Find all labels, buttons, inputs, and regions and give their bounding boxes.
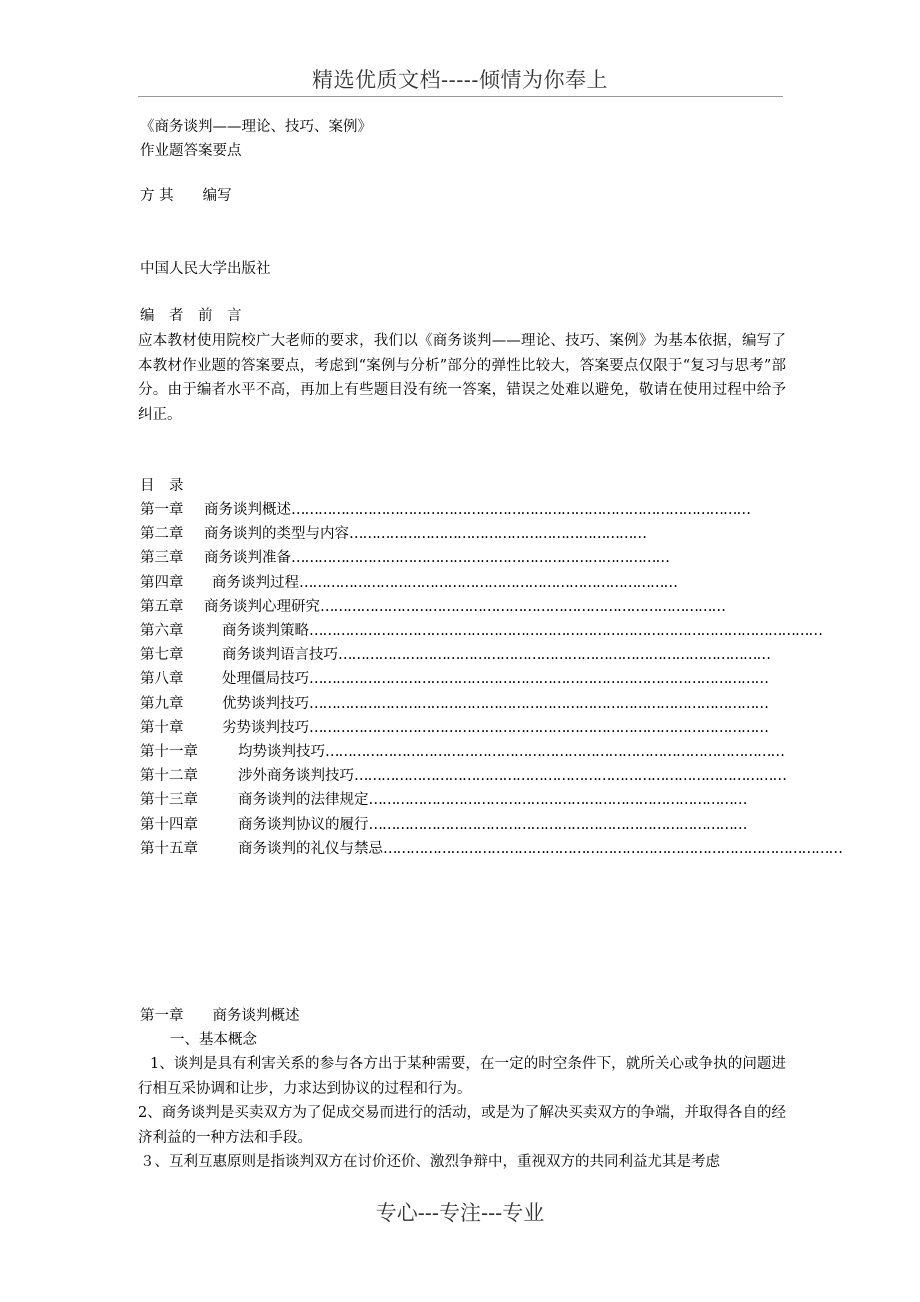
toc-item [140,500,750,520]
toc-item [140,766,786,786]
toc-leader-dots: ……………………………………………………………………………… [320,598,725,615]
toc-chapter-title: 商务谈判的类型与内容………………………………………………………… [204,526,646,543]
toc-item [140,694,768,714]
toc-leader-dots: ………………………………………………………………………… [368,816,747,833]
toc-chapter-number: 第十二章 [140,768,198,785]
toc-item [140,597,725,617]
toc-chapter-title: 商务谈判心理研究……………………………………………………………………………… [204,598,725,615]
toc-chapter-number: 第十章 [140,719,184,736]
book-title: 《商务谈判——理论、技巧、案例》 [140,119,372,135]
toc-chapter-title: 商务谈判语言技巧…………………………………………………………………………………… [222,647,770,664]
toc-item [140,548,669,568]
toc-leader-dots: ………………………………………………………………………………………… [291,502,750,518]
toc-leader-dots: ………………………………………………………………………………………… [309,695,768,712]
toc-leader-dots: ………………………………………………………………………………………… [383,840,842,857]
toc-item [140,645,770,665]
toc-item [140,573,677,593]
preface-body: 应本教材使用院校广大老师的要求，我们以《商务谈判——理论、技巧、案例》为基本依据，编写了本教材作业题的答案要点，考虑到“案例与分析”部分的弹性比较大，答案要点仅限于“复习与思考”部分。由于编者水平不高，再加上有些题目没有统一答案，错误之处难以避免，敬请在使用过程中给予纠正。 [138,333,786,423]
toc-chapter-number: 第二章 [140,526,184,543]
toc-chapter-number: 第五章 [140,598,184,615]
toc-chapter-title: 商务谈判概述………………………………………………………………………………………… [204,502,750,518]
toc-chapter-number: 第九章 [140,695,184,712]
toc-leader-dots: ………………………………………………………………………………………… [309,719,768,736]
toc-chapter-title: 商务谈判策略…………………………………………………………………………………………………… [222,623,822,639]
toc-chapter-number: 第十四章 [140,816,198,833]
toc-chapter-title: 商务谈判的法律规定………………………………………………………………………… [238,792,747,809]
page-footer: 专心---专注---专业 [375,1201,545,1225]
toc-leader-dots: ………………………………………………………………………… [299,574,677,591]
toc-chapter-number: 第四章 [140,574,184,591]
preface-heading: 编 者 前 言 [140,308,242,324]
toc-chapter-title: 优势谈判技巧………………………………………………………………………………………… [222,695,768,712]
toc-chapter-title: 均势谈判技巧………………………………………………………………………………………… [238,744,784,760]
toc-chapter-number: 第一章 [140,502,184,518]
toc-item [140,790,747,810]
toc-chapter-title: 处理僵局技巧………………………………………………………………………………………… [222,671,768,688]
toc-leader-dots: …………………………………………………………………………………………………… [309,623,822,639]
toc-chapter-number: 第八章 [140,671,184,688]
toc-chapter-title: 商务谈判协议的履行………………………………………………………………………… [238,816,747,833]
publisher: 中国人民大学出版社 [140,261,271,277]
toc-chapter-number: 第十五章 [140,840,198,857]
toc-chapter-number: 第六章 [140,623,184,639]
toc-chapter-title: 商务谈判过程………………………………………………………………………… [212,574,677,591]
toc-leader-dots: ………………………………………………………… [349,526,646,543]
toc-chapter-title: 商务谈判的礼仪与禁忌………………………………………………………………………………………… [238,840,842,857]
toc-chapter-number: 第七章 [140,647,184,664]
toc-item [140,621,822,641]
toc-item [140,742,784,762]
toc-chapter-number: 第三章 [140,550,184,567]
chapter1-paragraph-2: 2、商务谈判是买卖双方为了促成交易而进行的活动，或是为了解决买卖双方的争端，并取得各自的经济利益的一种方法和手段。 [138,1105,786,1146]
toc-chapter-number: 第十三章 [140,792,198,809]
document-subtitle: 作业题答案要点 [140,143,242,159]
toc-chapter-title: 商务谈判准备………………………………………………………………………… [204,550,669,567]
toc-leader-dots: ………………………………………………………………………………………… [325,744,784,760]
toc-heading: 目 录 [140,478,184,494]
toc-item [140,839,842,859]
toc-leader-dots: ………………………………………………………………………… [291,550,669,567]
chapter1-paragraph-3: ３、互利互惠原则是指谈判双方在讨价还价、激烈争辩中，重视双方的共同利益尤其是考虑 [140,1154,720,1170]
toc-leader-dots: ………………………………………………………………………… [368,792,747,809]
toc-item [140,815,747,835]
author-line: 方 其 编写 [140,188,232,204]
toc-item [140,524,646,544]
toc-leader-dots: …………………………………………………………………………………… [354,768,786,785]
toc-leader-dots: ………………………………………………………………………………………… [309,671,768,688]
page-header: 精选优质文档-----倾情为你奉上 [312,68,608,92]
toc-chapter-number: 第十一章 [140,744,198,760]
toc-chapter-title: 劣势谈判技巧………………………………………………………………………………………… [222,719,768,736]
toc-item [140,718,768,738]
header-divider [138,96,783,97]
toc-chapter-title: 涉外商务谈判技巧…………………………………………………………………………………… [238,768,786,785]
chapter1-paragraph-1: 1、谈判是具有利害关系的参与各方出于某种需要，在一定的时空条件下，就所关心或争执的问题进行相互采协调和让步，力求达到协议的过程和行为。 [138,1056,786,1097]
section-heading: 一、基本概念 [170,1032,257,1048]
toc-item [140,669,768,689]
chapter1-heading: 第一章 商务谈判概述 [140,1008,300,1024]
toc-leader-dots: …………………………………………………………………………………… [338,647,770,664]
